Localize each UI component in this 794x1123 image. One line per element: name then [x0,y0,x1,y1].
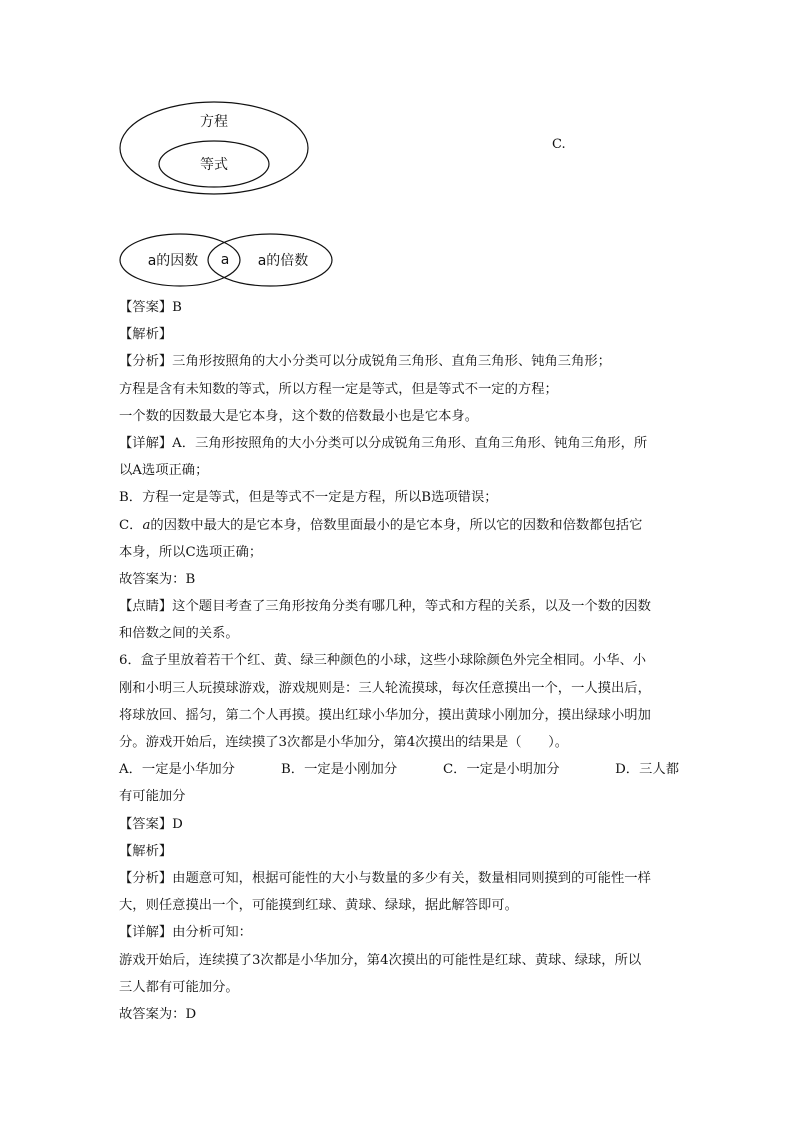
choice-c: C．一定是小明加分 [443,762,560,778]
text-line: 方程是含有未知数的等式，所以方程一定是等式，但是等式不一定的方程； [119,381,558,397]
question-line: 将球放回、摇匀，第二个人再摸。摸出红球小华加分，摸出黄球小刚加分，摸出绿球小明加 [119,707,651,723]
question-line: 刚和小明三人玩摸球游戏，游戏规则是：三人轮流摸球，每次任意摸出一个，一人摸出后， [119,680,651,696]
question-line: 6．盒子里放着若干个红、黄、绿三种颜色的小球，这些小球除颜色外完全相同。小华、小 [119,653,647,669]
choice-d: D．三人都 [615,762,679,778]
text-line: 三人都有可能加分。 [119,979,239,995]
text-line: 【点睛】这个题目考查了三角形按角分类有哪几种，等式和方程的关系，以及一个数的因数 [119,599,651,615]
option-c-label: C. [552,137,566,152]
analysis-heading: 【解析】 [119,327,173,343]
answer-line: 【答案】B [119,300,182,315]
analysis-heading: 【解析】 [119,843,173,859]
solution-text [119,294,679,1028]
text-line: 以A选项正确； [119,463,209,479]
text-line: 【分析】由题意可知，根据可能性的大小与数量的多少有关，数量相同则摸到的可能性一样 [119,870,651,886]
factors-label: a的因数 [147,253,199,269]
intersection-label: a [220,252,230,268]
inner-ellipse-label: 等式 [200,157,228,173]
text-line: 【分析】三角形按照角的大小分类可以分成锐角三角形、直角三角形、钝角三角形； [119,354,611,370]
final-answer-line: 故答案为：D [119,1006,197,1022]
equation-venn-diagram [118,98,312,198]
answer-line: 【答案】D [119,816,183,832]
choice-a: A．一定是小华加分 [119,762,235,778]
text-line: 【详解】A．三角形按照角的大小分类可以分成锐角三角形、直角三角形、钝角三角形，所 [119,435,648,451]
factor-multiple-venn-diagram [118,232,336,290]
multiples-label: a的倍数 [257,253,309,269]
outer-ellipse-label: 方程 [200,114,228,130]
answer-choices [119,756,679,783]
choice-d-continued: 有可能加分 [119,789,186,805]
text-line: 大，则任意摸出一个，可能摸到红球、黄球、绿球，据此解答即可。 [119,898,518,914]
final-answer-line: 故答案为：B [119,571,196,587]
text-line: C．𝑎的因数中最大的是它本身，倍数里面最小的是它本身，所以它的因数和倍数都包括它 [119,517,643,533]
text-line: 和倍数之间的关系。 [119,626,239,642]
text-line: 本身，所以C选项正确； [119,544,263,560]
text-line: B．方程一定是等式，但是等式不一定是方程，所以B选项错误； [119,490,498,506]
text-line: 一个数的因数最大是它本身，这个数的倍数最小也是它本身。 [119,408,479,424]
text-line: 【详解】由分析可知： [119,925,252,941]
choice-b: B．一定是小刚加分 [281,762,398,778]
text-line: 游戏开始后，连续摸了3次都是小华加分，第4次摸出的可能性是红球、黄球、绿球，所以 [119,952,642,968]
question-line: 分。游戏开始后，连续摸了3次都是小华加分，第4次摸出的结果是（ ）。 [119,735,569,750]
